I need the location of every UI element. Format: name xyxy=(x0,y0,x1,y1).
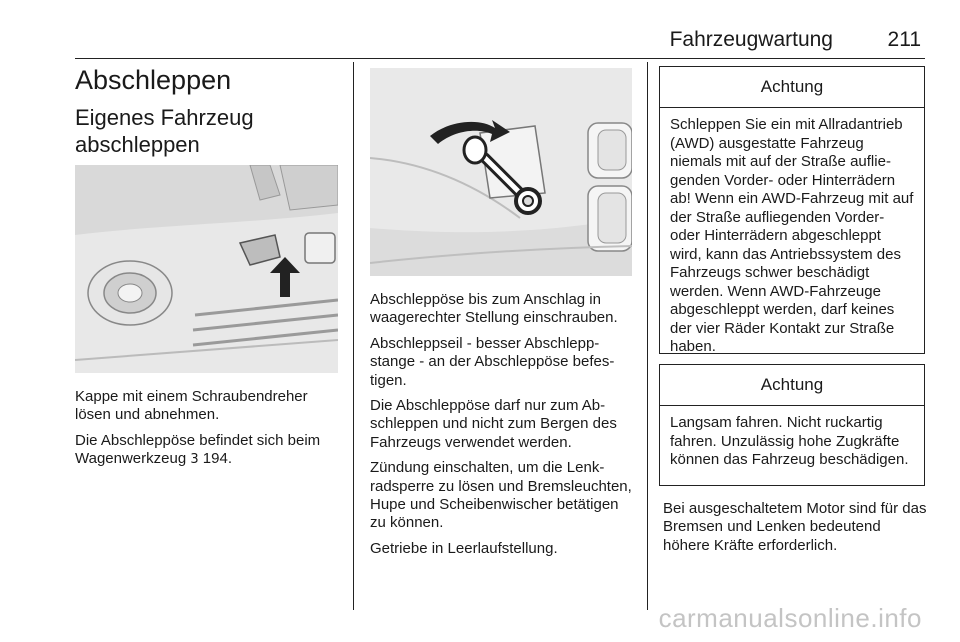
page-reference: 194. xyxy=(202,450,232,468)
paragraph: Die Abschleppöse darf nur zum Abschleppen und nicht zum Bergen des Fahrzeugs verwendet werden. xyxy=(370,397,617,451)
watermark: carmanualsonline.info xyxy=(658,603,922,633)
column-left xyxy=(75,64,343,158)
header-title: Fahrzeugwartung xyxy=(669,28,833,51)
tow-eye-illustration xyxy=(370,68,632,276)
paragraph: Abschleppöse bis zum Anschlag in waagerechter Stellung einschrauben. xyxy=(370,291,618,327)
warning-box xyxy=(659,364,925,486)
column-divider xyxy=(353,62,354,610)
page-header xyxy=(75,18,925,59)
paragraph: Getriebe in Leerlaufstellung. xyxy=(370,539,558,557)
column-right-text xyxy=(663,500,927,562)
warning-text: Langsam fahren. Nicht ruckartig fahren. Unzulässig hohe Zugkräfte können das Fahrzeug beschädigen. xyxy=(670,414,909,468)
paragraph: Abschleppseil - besser Abschleppstange - an der Abschleppöse befestigen. xyxy=(370,334,615,389)
section-title: Abschleppen xyxy=(75,65,232,95)
paragraph: Zündung einschalten, um die Lenkradsperre zu lösen und Bremsleuchten, Hupe und Scheibenwischer betätigen zu können. xyxy=(370,459,632,532)
paragraph xyxy=(75,432,347,470)
warning-title: Achtung xyxy=(660,67,924,108)
warning-title: Achtung xyxy=(660,365,924,406)
bumper-cap-illustration xyxy=(75,165,338,373)
warning-box xyxy=(659,66,925,354)
warning-text: Schleppen Sie ein mit Allradantrieb (AWD) ausgestatte Fahrzeug niemals mit auf der Straße aufliegenden Vorder- oder Hinterrädern ab! Wenn ein AWD-Fahrzeug mit auf der Straße aufliegenden Vorder- oder Hinterrädern abgeschleppt wird, kann das Antriebssystem des Fahrzeugs schwer beschädigt werden. Wenn AWD-Fahrzeuge abgeschleppt werden, darf keines der vier Räder Kontakt zur Straße haben. xyxy=(670,116,914,355)
column-divider xyxy=(647,62,648,610)
section-subtitle: Eigenes Fahrzeug abschleppen xyxy=(75,105,254,157)
paragraph: Kappe mit einem Schraubendreher lösen und abnehmen. xyxy=(75,388,308,424)
page-reference-arrow-icon: 3 xyxy=(190,452,199,468)
paragraph-text: Die Abschleppöse befindet sich beim Wagenwerkzeug xyxy=(75,431,321,468)
column-left-text xyxy=(75,388,347,477)
column-middle-text xyxy=(370,291,638,565)
paragraph: Bei ausgeschaltetem Motor sind für das Bremsen und Lenken bedeutend höhere Kräfte erforderlich. xyxy=(663,500,927,554)
page-number: 211 xyxy=(887,28,921,51)
